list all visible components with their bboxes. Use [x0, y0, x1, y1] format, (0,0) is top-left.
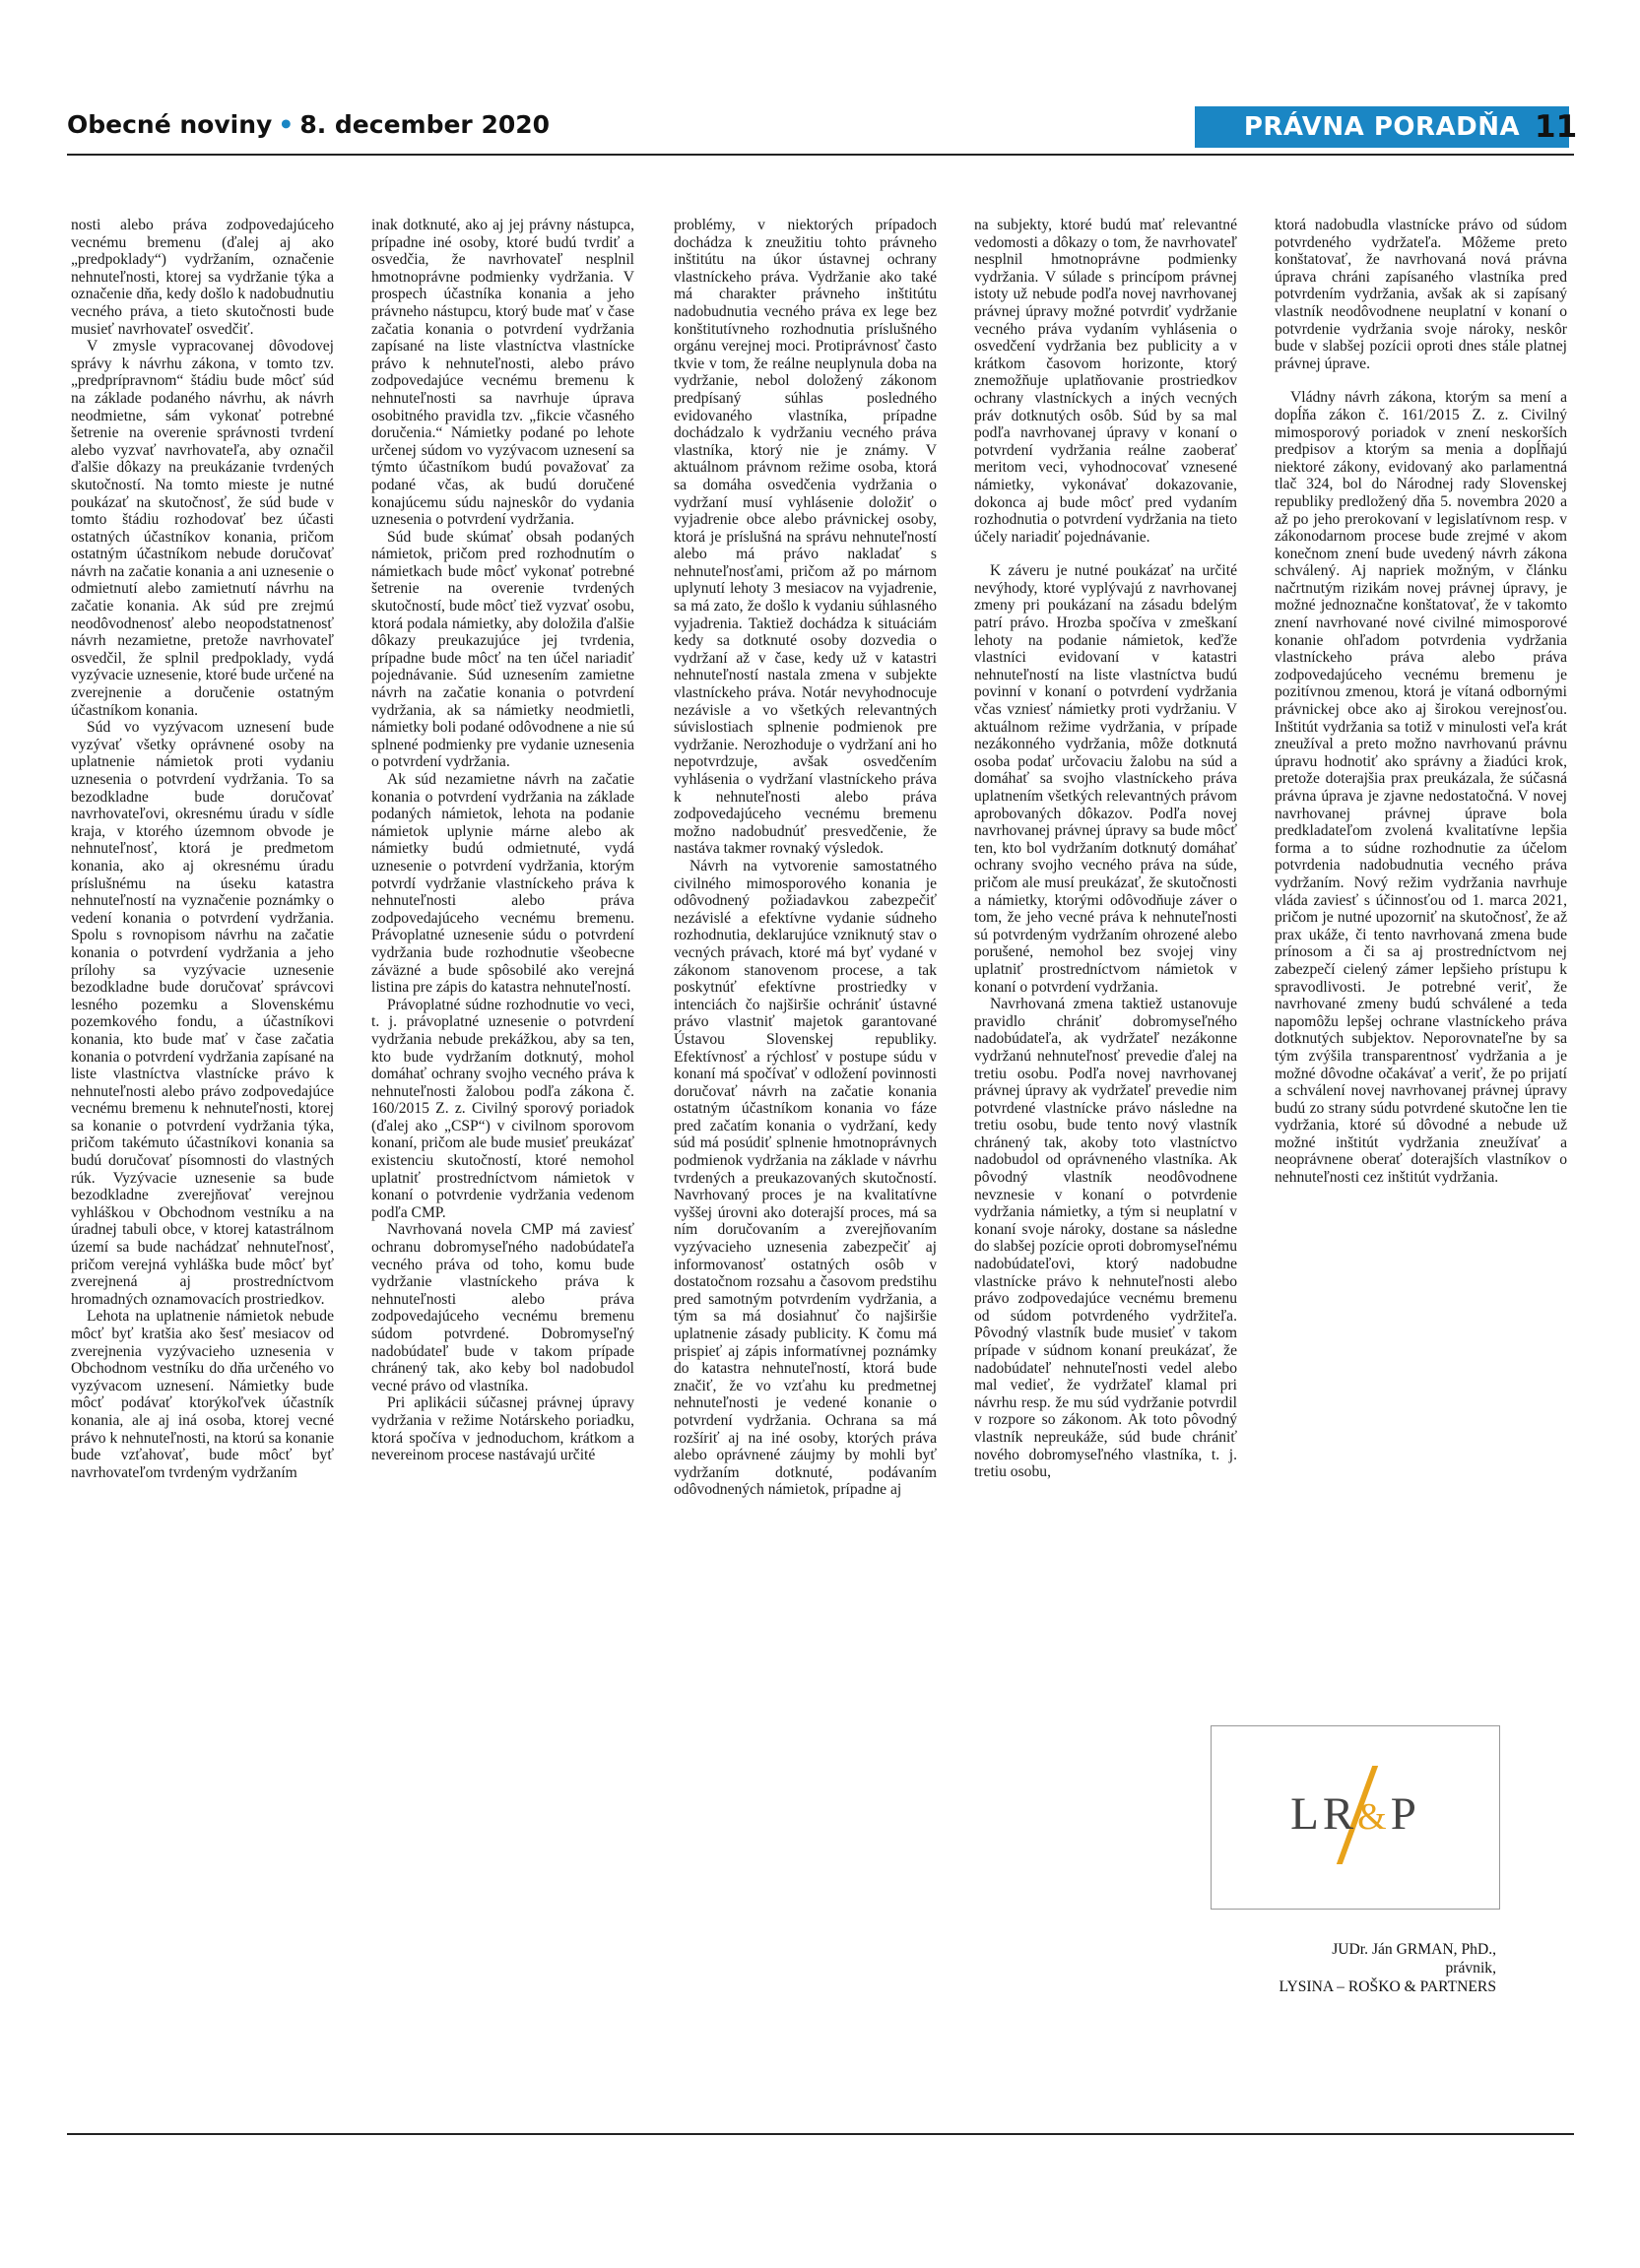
article-paragraph: Právoplatné súdne rozhodnutie vo veci, t. j. právoplatné uznesenie o potvrdení vydržania nebude prekážkou, aby sa ten, kto bude vydržaním dotknutý, mohol domáhať ochrany svojho vecného práva k nehnuteľnosti žalobou podľa zákona č. 160/2015 Z. z. Civilný sporový poriadok (ďalej ako „CSP“) v civilnom sporovom konaní, pričom ale bude musieť preukázať existenciu skutočností, ktoré nemohol uplatniť prostredníctvom námietok v konaní o potvrdenie vydržania vedenom podľa CMP. — [371, 996, 634, 1221]
issue-date: 8. december 2020 — [299, 110, 551, 139]
article-paragraph: nosti alebo práva zodpovedajúceho vecnému bremenu (ďalej aj ako „predpoklady“) vydržaním, označenie nehnuteľnosti, ktorej sa vydržanie týka a označenie dňa, kedy došlo k nadobudnutiu vecného práva, a tieto skutočnosti bude musieť navrhovateľ osvedčiť. — [71, 217, 334, 338]
article-paragraph: Navrhovaná novela CMP má zaviesť ochranu dobromyseľného nadobúdateľa vecného práva od toho, komu bude vydržanie vlastníckeho práva k nehnuteľnosti alebo práva zodpovedajúceho vecnému bremenu súdom potvrdené. Dobromyseľný nadobúdateľ bude v takom prípade chránený tak, ako keby bol nadobudol vecné právo od vlastníka. — [371, 1221, 634, 1394]
article-paragraph: Súd bude skúmať obsah podaných námietok, pričom pred rozhodnutím o námietkach bude môcť vykonať potrebné šetrenie na overenie tvrdených skutočností, bude môcť tiež vyzvať osobu, ktorá podala námietky, aby doložila ďalšie dôkazy preukazujúce jej tvrdenia, prípadne bude môcť na ten účel nariadiť pojednávanie. Súd uznesením zamietne návrh na začatie konania o potvrdení vydržania, ak sa námietky neodmietli, námietky boli podané odôvodnene a nie sú splnené podmienky pre vydanie uznesenia o potvrdení vydržania. — [371, 528, 634, 771]
article-paragraph: na subjekty, ktoré budú mať relevantné vedomosti a dôkazy o tom, že navrhovateľ nesplnil hmotnoprávne podmienky vydržania. V súlade s princípom právnej istoty už nebude podľa novej navrhovanej právnej úpravy možné potvrdiť vydržanie vecného práva vydaním vyhlásenia o osvedčení vydržania bez publicity a v krátkom časovom horizonte, ktorý znemožňuje uplatňovanie prostriedkov ochrany vlastníckych a iných vecných práv dotknutých osôb. Súd by sa mal podľa navrhovanej úpravy v konaní o potvrdení vydržania reálne zaoberať meritom veci, vyhodnocovať vznesené námietky, vykonávať dokazovanie, dokonca aj bude môcť pred vydaním rozhodnutia o potvrdení vydržania na tieto účely nariadiť pojednávanie. — [974, 217, 1237, 546]
article-column-5 — [1275, 217, 1567, 1709]
author-firm: LYSINA – ROŠKO & PARTNERS — [1279, 1978, 1496, 1995]
logo-wordmark — [1212, 1787, 1499, 1841]
article-column-4 — [974, 217, 1237, 2122]
article-paragraph: Ak súd nezamietne návrh na začatie konania o potvrdení vydržania na základe podaných námietok, lehota na podanie námietok uplynie márne alebo ak námietky budú odmietnuté, vydá uznesenie o potvrdení vydržania, ktorým potvrdí vydržanie vlastníckeho práva k nehnuteľnosti alebo práva zodpovedajúceho vecnému bremenu. Právoplatné uznesenie súdu o potvrdení vydržania bude rozhodnutie všeobecne záväzné a bude spôsobilé ako verejná listina pre zápis do katastra nehnuteľností. — [371, 771, 634, 997]
logo-letters-left: LR — [1290, 1788, 1358, 1840]
header-rule — [67, 154, 1574, 156]
article-paragraph: K záveru je nutné poukázať na určité nevýhody, ktoré vyplývajú z navrhovanej zmeny pri poukázaní na zásadu bdelým patrí právo. Hrozba spočíva v zmeškaní lehoty na podanie námietok, keďže vlastníci evidovaní v katastri nehnuteľností na liste vlastníctva budú povinní v konaní o potvrdení vydržania včas vzniesť námietky proti vydržaniu. V aktuálnom režime vydržania, v prípade nezákonného vydržania, môže dotknutá osoba podať určovaciu žalobu na súd a domáhať sa svojho vlastníckeho práva uplatnením všetkých relevantných právom aprobovaných dôkazov. Podľa novej navrhovanej právnej úpravy sa bude môcť ten, kto bol vydržaním dotknutý domáhať ochrany svojho vecného práva na súde, pričom ale musí preukázať, že skutočnosti a námietky, ktorými odôvodňuje záver o tom, že jeho vecné práva k nehnuteľnosti sú potvrdeným vydržaním ohrozené alebo porušené, nemohol bez svojej viny uplatniť prostredníctvom námietok v konaní o potvrdení vydržania. — [974, 562, 1237, 996]
law-firm-logo — [1211, 1725, 1500, 1910]
article-column-3 — [674, 217, 937, 2122]
newspaper-name: Obecné noviny — [67, 110, 273, 139]
article-paragraph: Pri aplikácii súčasnej právnej úpravy vydržania v režime Notárskeho poriadku, ktorá spočíva v jednoduchom, krátkom a nevereinom procese nastávajú určité — [371, 1394, 634, 1464]
page-header — [67, 106, 1578, 150]
page-number: 11 — [1535, 109, 1578, 145]
author-signature — [1204, 1940, 1496, 1996]
author-role: právnik, — [1445, 1960, 1496, 1976]
logo-ampersand: & — [1357, 1796, 1391, 1838]
article-paragraph: ktorá nadobudla vlastnícke právo od súdom potvrdeného vydržateľa. Môžeme preto konštatovať, že navrhovaná nová právna úprava chráni zapísaného vlastníka pred potvrdením vydržania, avšak ak si zapísaný vlastník neodôvodnene neuplatní v konaní o potvrdenie vydržania svoje nároky, neskôr bude v slabšej pozícii oproti dnes stále platnej právnej úprave. — [1275, 217, 1567, 372]
masthead — [67, 110, 550, 139]
article-column-1 — [71, 217, 334, 2122]
logo-letters-right: P — [1390, 1788, 1420, 1840]
article-paragraph: Návrh na vytvorenie samostatného civilného mimosporového konania je odôvodnený požiadavkou zabezpečiť nezávislé a efektívne vydanie súdneho rozhodnutia, deklarujúce vzniknutý stav o vecných právach, ktoré má byť vydané v zákonom stanovenom procese, a tak poskytnúť efektívne prostriedky v intenciách čo najširšie ochrániť ústavné právo vlastniť majetok garantované Ústavou Slovenskej republiky. Efektívnosť a rýchlosť v postupe súdu v konaní má spočívať v odložení povinnosti doručovať návrh na začatie konania ostatným účastníkom konania vo fáze pred začatím konania o vydržaní, kedy súd má posúdiť splnenie hmotnoprávnych podmienok vydržania na základe v návrhu tvrdených a preukazovaných skutočností. Navrhovaný proces je na kvalitatívne vyššej úrovni ako doterajší proces, má sa ním doručovaním a zverejňovaním vyzývacieho uznesenia zabezpečiť aj informovanosť ostatných osôb v dostatočnom rozsahu a časovom predstihu pred samotným potvrdením vydržania, a tým sa má dosiahnuť čo najširšie uplatnenie zásady publicity. K čomu má prispieť aj zápis informatívnej poznámky do katastra nehnuteľností, ktorá bude značiť, že vo vzťahu ku predmetnej nehnuteľnosti je vedené konanie o potvrdení vydržania. Ochrana sa má rozšíriť aj na iné osoby, ktorých práva alebo oprávnené záujmy by mohli byť vydržaním dotknuté, podávaním odôvodnených námietok, prípadne aj — [674, 857, 937, 1499]
article-paragraph: Navrhovaná zmena taktiež ustanovuje pravidlo chrániť dobromyseľného nadobúdateľa, ak vydržateľ nezákonne vydržanú nehnuteľnosť prevedie ďalej na tretiu osobu. Podľa novej navrhovanej právnej úpravy ak vydržateľ prevedie nim potvrdené vlastnícke právo následne na tretiu osobu, bude tento nový vlastník chránený tak, akoby toto vlastníctvo nadobudol od oprávneného vlastníka. Ak pôvodný vlastník neodôvodnene nevznesie v konaní o potvrdenie vydržania námietky, a tým si neuplatní v konaní svoje nároky, dostane sa následne do slabšej pozície oproti dobromyseľnému nadobúdateľovi, ktorý nadobudne vlastnícke právo k nehnuteľnosti alebo právo zodpovedajúce vecnému bremenu od súdom potvrdeného vydržiteľa. Pôvodný vlastník bude musieť v takom prípade v súdnom konaní preukázať, že nadobúdateľ nehnuteľnosti vedel alebo mal vedieť, že vydržateľ klamal pri návrhu resp. že mu súd vydržanie potvrdil v rozpore so zákonom. Ak toto pôvodný vlastník nepreukáže, súd bude chrániť nového dobromyseľného vlastníka, t. j. tretiu osobu, — [974, 996, 1237, 1481]
article-paragraph: problémy, v niektorých prípadoch dochádza k zneužitiu tohto právneho inštitútu na úkor ústavnej ochrany vlastníckeho práva. Vydržanie ako také má charakter právneho inštitútu nadobudnutia vecného práva ex lege bez konštitutívneho rozhodnutia príslušného orgánu verejnej moci. Protiprávnosť často tkvie v tom, že reálne neuplynula doba na vydržanie, nebol doložený zákonom predpísaný súhlas posledného evidovaného vlastníka, prípadne dochádzalo k vydržaniu vecného práva vlastníka, ktorý nie je známy. V aktuálnom právnom režime osoba, ktorá sa domáha osvedčenia vydržania o vydržaní musí vyhlásenie doložiť o vyjadrenie obce alebo právnickej osoby, ktorá je príslušná na správu nehnuteľností alebo má právo nakladať s nehnuteľnosťami, pričom až po márnom uplynutí lehoty 3 mesiacov na vyjadrenie, sa má zato, že došlo k vydaniu súhlasného vyjadrenia. Taktiež dochádza k situáciám kedy sa dotknuté osoby dozvedia o vydržaní až v čase, kedy už v katastri nehnuteľností nastala zmena v subjekte vlastníckeho práva. Notár nevyhodnocuje nezávisle a vo všetkých relevantných súvislostiach splnenie podmienok pre vydržanie. Nerozhoduje o vydržaní ani ho nepotvrdzuje, avšak osvedčením vyhlásenia o vydržaní vlastníckeho práva k nehnuteľnosti alebo práva zodpovedajúceho vecnému bremenu možno nadobudnúť presvedčenie, že nastáva takmer rovnaký výsledok. — [674, 217, 937, 858]
article-paragraph: inak dotknuté, ako aj jej právny nástupca, prípadne iné osoby, ktoré budú tvrdiť a osvedčia, že navrhovateľ nesplnil hmotnoprávne podmienky vydržania. V prospech účastníka konania a jeho právneho nástupcu, ktorý bude mať v čase začatia konania o potvrdení vydržania zapísané na liste vlastníctva vlastnícke právo k nehnuteľnosti, alebo právo zodpovedajúce vecnému bremenu k nehnuteľnosti sa navrhuje úprava osobitného pravidla tzv. „fikcie včasného doručenia.“ Námietky podané po lehote určenej súdom vo vyzývacom uznesení sa týmto účastníkom budú považovať za podané včas, ak budú doručené konajúcemu súdu najneskôr do vydania uznesenia o potvrdení vydržania. — [371, 217, 634, 529]
section-label: PRÁVNA PORADŇA — [1195, 106, 1569, 148]
article-column-2 — [371, 217, 634, 2122]
article-paragraph: Súd vo vyzývacom uznesení bude vyzývať všetky oprávnené osoby na uplatnenie námietok proti vydaniu uznesenia o potvrdení vydržania. To sa bezodkladne bude doručovať navrhovateľovi, okresnému úradu v sídle kraja, v ktorého územnom obvode je nehnuteľnosť, ktorá je predmetom konania, ako aj okresnému úradu príslušnému na úseku katastra nehnuteľností na vyznačenie poznámky o vedení konania o potvrdení vydržania. Spolu s rovnopisom návrhu na začatie konania o potvrdení vydržania a jeho prílohy sa vyzývacie uznesenie bezodkladne bude doručovať správcovi lesného pozemku a Slovenskému pozemkového fondu, a účastníkovi konania, kto bude mať v čase začatia konania o potvrdení vydržania zapísané na liste vlastníctva vlastnícke právo k nehnuteľnosti alebo právo zodpovedajúce vecnému bremenu k nehnuteľnosti, ktorej sa konanie o potvrdení vydržania týka, pričom takémuto účastníkovi konania sa budú doručovať písomnosti do vlastných rúk. Vyzývacie uznesenie sa bude bezodkladne zverejňovať verejnou vyhláškou v Obchodnom vestníku a na úradnej tabuli obce, v ktorej katastrálnom území sa bude nachádzať nehnuteľnosť, pričom verejná vyhláška bude môcť byť zverejnená aj prostredníctvom hromadných oznamovacích prostriedkov. — [71, 719, 334, 1308]
article-paragraph: Vládny návrh zákona, ktorým sa mení a dopĺňa zákon č. 161/2015 Z. z. Civilný mimosporový poriadok v znení neskorších predpisov a ktorým sa menia a dopĺňajú niektoré zákony, evidovaný ako parlamentná tlač 324, bol do Národnej rady Slovenskej republiky predložený dňa 5. novembra 2020 a až po jeho prerokovaní v legislatívnom resp. v zákonodarnom procese bude zrejmé v akom konečnom znení bude uvedený návrh zákona schválený. Aj napriek možným, v článku načrtnutým rizikám novej právnej úpravy, je možné jednoznačne konštatovať, že v takomto znení navrhované nové civilné mimosporové konanie ohľadom potvrdenia vydržania vlastníckeho práva alebo práva zodpovedajúceho vecnému bremenu je pozitívnou zmenou, ktorá je vítaná odbornými právnickej obce ako aj širokou verejnosťou. Inštitút vydržania sa totiž v minulosti veľa krát zneužíval a preto možno navrhovanú právnu úpravu hodnotiť ako správny a žiadúci krok, pretože doterajšia prax preukázala, že súčasná právna úprava je zjavne nedostatočná. V novej navrhovanej právnej úprave bola predkladateľom zvolená kvalitatívne lepšia forma a to súdne rozhodnutie za účelom potvrdenia nadobudnutia vecného práva vydržaním. Nový režim vydržania navrhuje vláda zaviesť s účinnosťou od 1. marca 2021, pričom je nutné upozorniť na skutočnosť, že až prax ukáže, či tento navrhovaná zmena bude prínosom a či sa aj prostredníctvom nej zabezpečí cielený zámer lepšieho prístupu k spravodlivosti. Je potrebné veriť, že navrhované zmeny budú schválené a teda napomôžu lepšej ochrane vlastníckeho práva dotknutých subjektov. Neporovnateľne by sa tým zvýšila transparentnosť vydržania a je možné dôvodne očakávať a veriť, že po prijatí a schválení novej navrhovanej právnej úpravy budú zo strany súdu potvrdené skutočne len tie vydržania, ktoré sú dôvodné a nebude už možné inštitút vydržania zneužívať a neoprávnene oberať doterajších vlastníkov o nehnuteľnosti cez inštitút vydržania. — [1275, 389, 1567, 1187]
header-separator: • — [278, 110, 295, 139]
article-paragraph: V zmysle vypracovanej dôvodovej správy k návrhu zákona, v tomto tzv. „predprípravnom“ štádiu bude môcť súd na základe podaného návrhu, ak návrh neodmietne, sám vykonať potrebné šetrenie na overenie správnosti tvrdení alebo vyzvať navrhovateľa, aby označil ďalšie dôkazy na preukázanie tvrdených skutočností. Na tomto mieste je nutné poukázať na skutočnosť, že súd bude v tomto štádiu rozhodovať bez účasti ostatných účastníkov konania, pričom ostatným účastníkom nebude doručovať návrh na začatie konania a ani uznesenie o odmietnutí alebo zamietnutí návrhu na začatie konania. Ak súd pre zrejmú neodôvodnenosť alebo neopodstatnenosť návrh nezamietne, pretože navrhovateľ osvedčil, že splnil predpoklady, vydá vyzývacie uznesenie, ktoré bude určené na zverejnenie a doručenie ostatným účastníkom konania. — [71, 338, 334, 719]
footer-rule — [67, 2133, 1574, 2135]
article-paragraph: Lehota na uplatnenie námietok nebude môcť byť kratšia ako šesť mesiacov od zverejnenia vyzývacieho uznesenia v Obchodnom vestníku do dňa určeného vo vyzývacom uznesení. Námietky bude môcť podávať ktorýkoľvek účastník konania, ale aj iná osoba, ktorej vecné právo k nehnuteľnosti, na ktorú sa konanie bude vzťahovať, bude môcť byť navrhovateľom tvrdeným vydržaním — [71, 1308, 334, 1481]
author-name: JUDr. Ján GRMAN, PhD., — [1332, 1941, 1496, 1958]
